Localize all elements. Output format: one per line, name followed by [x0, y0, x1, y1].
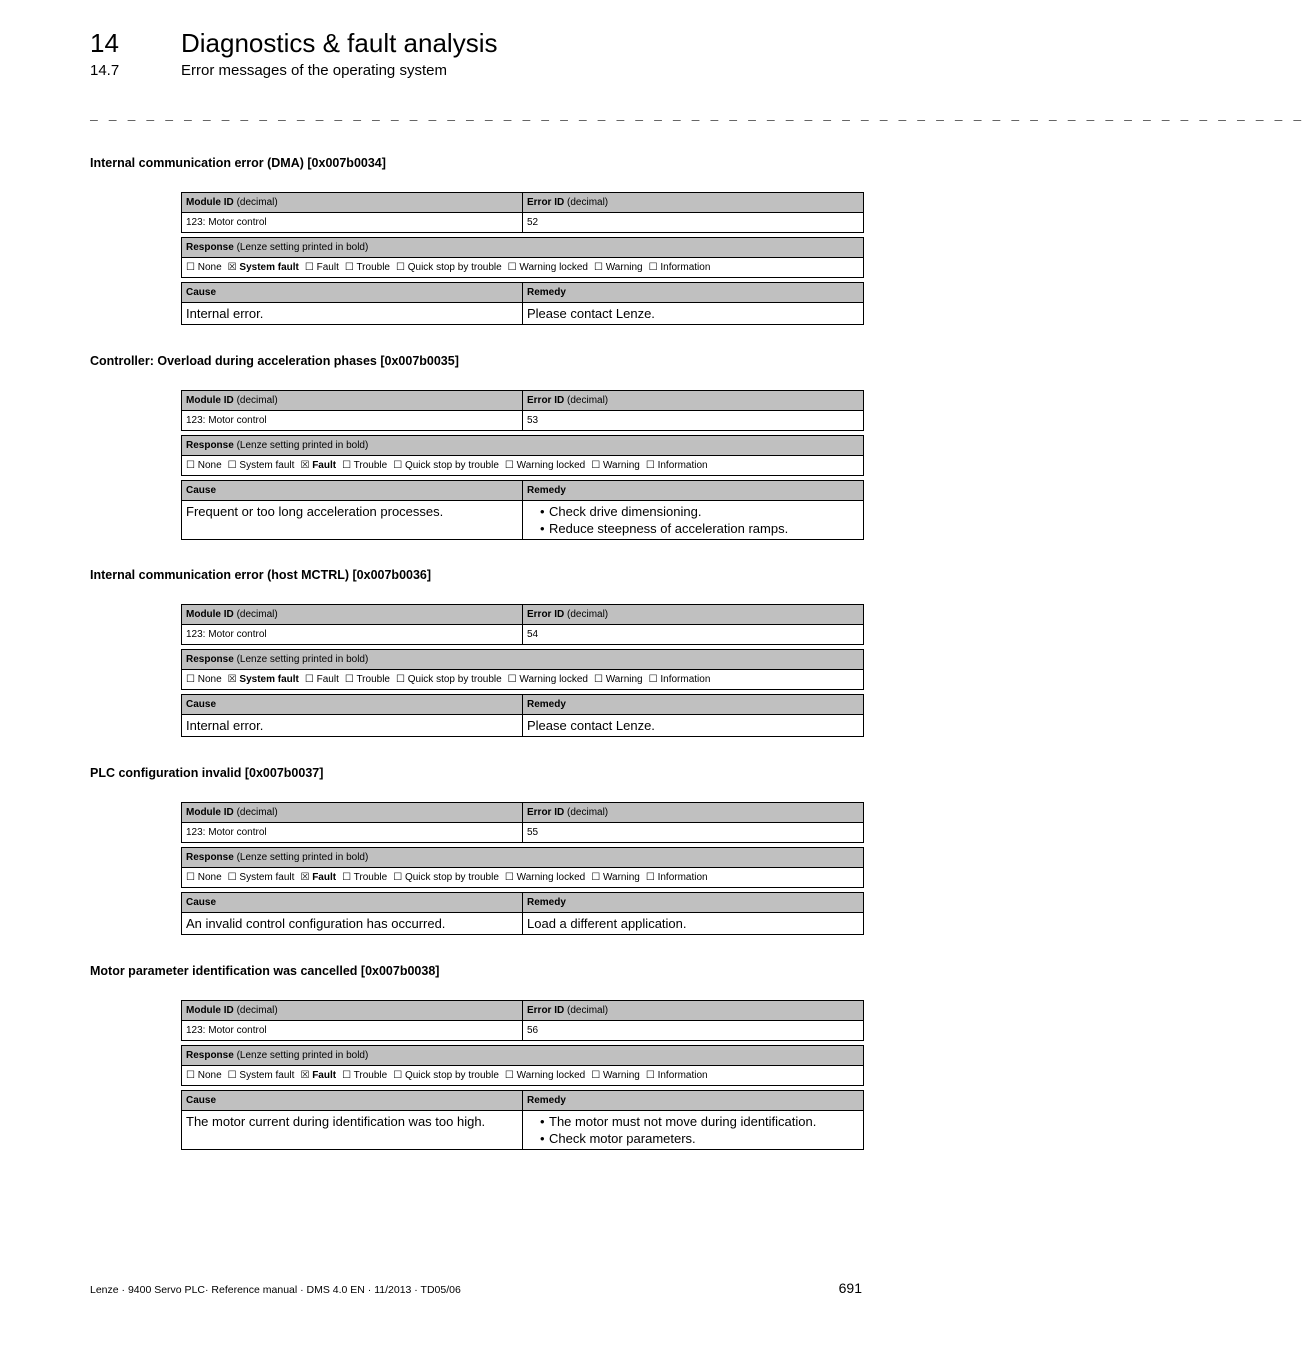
response-option-label: Fault	[312, 872, 337, 883]
checkbox-icon: ☐	[342, 872, 352, 883]
error-id-value: 53	[527, 415, 539, 426]
checkbox-icon: ☐	[648, 262, 658, 273]
error-id-label: Error ID	[527, 197, 565, 208]
response-option-label: Warning locked	[516, 872, 586, 883]
response-option-label: System fault	[239, 1070, 295, 1081]
remedy-item: • The motor must not move during identification.	[549, 1113, 859, 1130]
cause-remedy-table	[181, 694, 864, 737]
remedy-item: • Check motor parameters.	[549, 1130, 859, 1147]
checkbox-icon: ☐	[227, 460, 237, 471]
response-label: Response	[186, 440, 234, 451]
cause-remedy-header	[182, 283, 863, 303]
response-option	[345, 674, 390, 685]
remedy-label: Remedy	[527, 897, 566, 908]
response-option-label: Quick stop by trouble	[407, 262, 502, 273]
module-id-value: 123: Motor control	[182, 411, 523, 430]
remedy-header	[523, 893, 863, 913]
lenze-setting-note: (Lenze setting printed in bold)	[236, 654, 369, 665]
remedy-label: Remedy	[527, 485, 566, 496]
module-id-header	[182, 193, 523, 213]
id-table	[181, 1000, 864, 1041]
response-option	[342, 872, 387, 883]
decimal-note: (decimal)	[236, 395, 278, 406]
error-id-value: 56	[527, 1025, 539, 1036]
id-table-row	[182, 1021, 863, 1040]
checkbox-icon: ☐	[648, 674, 658, 685]
response-option	[393, 872, 499, 883]
response-option-label: None	[197, 460, 222, 471]
id-table	[181, 192, 864, 233]
response-option	[646, 1070, 708, 1081]
checkbox-icon: ☐	[504, 872, 514, 883]
response-option	[186, 262, 222, 273]
decimal-note: (decimal)	[236, 609, 278, 620]
response-option	[508, 674, 588, 685]
response-option	[591, 872, 640, 883]
page-number: 691	[838, 1280, 862, 1296]
checkbox-icon: ☐	[591, 460, 601, 471]
error-table-group	[181, 1000, 864, 1154]
response-option	[300, 1070, 336, 1081]
response-option-label: Fault	[312, 1070, 337, 1081]
remedy-list	[535, 1113, 859, 1147]
error-id-header	[523, 803, 863, 823]
response-option-label: None	[197, 262, 222, 273]
decimal-note: (decimal)	[567, 609, 609, 620]
cause-remedy-table	[181, 282, 864, 325]
module-id-value: 123: Motor control	[182, 823, 523, 842]
error-id-value: 54	[527, 629, 539, 640]
response-header	[182, 436, 863, 456]
checkbox-icon: ☐	[645, 872, 655, 883]
response-option-label: None	[197, 872, 222, 883]
cause-remedy-header	[182, 695, 863, 715]
decimal-note: (decimal)	[567, 395, 609, 406]
id-table-header	[182, 803, 863, 823]
remedy-cell	[523, 303, 863, 324]
response-label: Response	[186, 1050, 234, 1061]
response-option	[646, 872, 708, 883]
cause-header	[182, 893, 523, 913]
error-title: Controller: Overload during acceleration phases [0x007b0035]	[90, 354, 459, 368]
error-title: Internal communication error (host MCTRL) [0x007b0036]	[90, 568, 432, 582]
checked-box-icon: ☒	[227, 674, 237, 685]
cause-remedy-row	[182, 303, 863, 324]
response-label: Response	[186, 242, 234, 253]
response-option	[594, 262, 643, 273]
response-option-label: Warning	[605, 262, 643, 273]
error-id-header	[523, 605, 863, 625]
response-option-label: Warning	[602, 872, 640, 883]
remedy-cell	[523, 913, 863, 934]
response-options	[182, 456, 863, 475]
lenze-setting-note: (Lenze setting printed in bold)	[236, 242, 369, 253]
response-option	[393, 460, 499, 471]
checkbox-icon: ☐	[344, 262, 354, 273]
response-option-label: Fault	[316, 674, 339, 685]
module-id-label: Module ID	[186, 395, 234, 406]
error-table-group	[181, 802, 864, 939]
response-option-label: Warning locked	[519, 674, 588, 685]
remedy-label: Remedy	[527, 287, 566, 298]
response-header	[182, 650, 863, 670]
id-table-row	[182, 625, 863, 644]
response-option	[300, 872, 336, 883]
response-options	[182, 868, 863, 887]
remedy-item: • Check drive dimensioning.	[549, 503, 859, 520]
response-option-label: Information	[657, 872, 708, 883]
response-option	[396, 262, 502, 273]
dashed-rule: _ _ _ _ _ _ _ _ _ _ _ _ _ _ _ _ _ _ _ _ _ _ _ _ _ _ _ _ _ _ _ _ _ _ _ _ _ _ _ _ _ _ _ _ _ _ _ _ _ _ _ _ _ _ _ _ _ _ _ _ _ _ _ _ _	[90, 108, 1303, 123]
lenze-setting-note: (Lenze setting printed in bold)	[236, 440, 369, 451]
cause-label: Cause	[186, 897, 217, 908]
response-option-label: Trouble	[353, 460, 388, 471]
cause-header	[182, 283, 523, 303]
response-option-label: System fault	[239, 872, 295, 883]
remedy-header	[523, 695, 863, 715]
module-id-header	[182, 605, 523, 625]
response-option	[345, 262, 390, 273]
response-option-label: Warning locked	[516, 460, 586, 471]
checkbox-icon: ☐	[227, 872, 237, 883]
decimal-note: (decimal)	[236, 197, 278, 208]
response-option-label: Warning	[605, 674, 643, 685]
module-id-label: Module ID	[186, 1005, 234, 1016]
checkbox-icon: ☐	[395, 674, 405, 685]
response-option-label: System fault	[239, 674, 299, 685]
response-option	[228, 872, 295, 883]
response-option-label: Information	[657, 460, 708, 471]
response-option	[649, 262, 711, 273]
module-id-header	[182, 391, 523, 411]
id-table-header	[182, 193, 863, 213]
response-option	[186, 872, 222, 883]
error-id-label: Error ID	[527, 807, 565, 818]
cause-label: Cause	[186, 699, 217, 710]
response-option-label: Quick stop by trouble	[404, 460, 499, 471]
response-option	[594, 674, 643, 685]
module-id-label: Module ID	[186, 197, 234, 208]
checkbox-icon: ☐	[593, 674, 603, 685]
cause-text: Internal error.	[182, 715, 523, 736]
response-option-label: None	[197, 674, 222, 685]
cause-remedy-row	[182, 501, 863, 539]
remedy-header	[523, 1091, 863, 1111]
remedy-label: Remedy	[527, 699, 566, 710]
error-table-group	[181, 604, 864, 741]
checkbox-icon: ☐	[344, 674, 354, 685]
response-options	[182, 258, 863, 277]
checkbox-icon: ☐	[304, 674, 314, 685]
response-option-label: Warning locked	[516, 1070, 586, 1081]
cause-text: Frequent or too long acceleration processes.	[182, 501, 523, 539]
response-option	[396, 674, 502, 685]
checkbox-icon: ☐	[342, 460, 352, 471]
remedy-text: Load a different application.	[527, 916, 687, 931]
checked-box-icon: ☒	[300, 460, 310, 471]
response-option-label: Quick stop by trouble	[404, 872, 499, 883]
decimal-note: (decimal)	[567, 807, 609, 818]
response-option-label: System fault	[239, 262, 299, 273]
response-option	[186, 1070, 222, 1081]
decimal-note: (decimal)	[236, 1005, 278, 1016]
response-option	[591, 460, 640, 471]
checkbox-icon: ☐	[591, 872, 601, 883]
error-id-value: 52	[527, 217, 539, 228]
remedy-cell	[523, 501, 863, 539]
checked-box-icon: ☒	[300, 1070, 310, 1081]
checkbox-icon: ☐	[504, 460, 514, 471]
module-id-header	[182, 1001, 523, 1021]
error-id-value: 55	[527, 827, 539, 838]
error-table-group	[181, 390, 864, 544]
remedy-header	[523, 283, 863, 303]
response-option-label: Fault	[316, 262, 339, 273]
error-id-header	[523, 1001, 863, 1021]
id-table	[181, 802, 864, 843]
cause-remedy-table	[181, 892, 864, 935]
cause-remedy-table	[181, 1090, 864, 1150]
section-number: 14.7	[90, 62, 120, 79]
response-label: Response	[186, 852, 234, 863]
checkbox-icon: ☐	[645, 1070, 655, 1081]
remedy-cell	[523, 715, 863, 736]
checkbox-icon: ☐	[507, 262, 517, 273]
error-title: PLC configuration invalid [0x007b0037]	[90, 766, 324, 780]
module-id-value: 123: Motor control	[182, 625, 523, 644]
remedy-item: • Reduce steepness of acceleration ramps.	[549, 520, 859, 537]
id-table-row	[182, 213, 863, 232]
cause-remedy-row	[182, 1111, 863, 1149]
checked-box-icon: ☒	[300, 872, 310, 883]
cause-label: Cause	[186, 1095, 217, 1106]
remedy-text: Please contact Lenze.	[527, 306, 655, 321]
response-option	[649, 674, 711, 685]
response-option	[228, 674, 299, 685]
response-option-label: Trouble	[353, 1070, 388, 1081]
chapter-number: 14	[90, 28, 119, 58]
response-option-label: Warning	[602, 460, 640, 471]
checkbox-icon: ☐	[186, 674, 195, 685]
response-option-label: Fault	[312, 460, 337, 471]
error-id-label: Error ID	[527, 609, 565, 620]
response-option-label: Warning locked	[519, 262, 588, 273]
checkbox-icon: ☐	[393, 872, 403, 883]
checkbox-icon: ☐	[304, 262, 314, 273]
response-options	[182, 670, 863, 689]
cause-label: Cause	[186, 485, 217, 496]
id-table-header	[182, 605, 863, 625]
checkbox-icon: ☐	[393, 1070, 403, 1081]
response-option-label: Trouble	[356, 674, 390, 685]
response-option	[228, 1070, 295, 1081]
response-option	[505, 1070, 585, 1081]
response-option	[305, 674, 339, 685]
checkbox-icon: ☐	[186, 1070, 195, 1081]
checked-box-icon: ☒	[227, 262, 237, 273]
response-label: Response	[186, 654, 234, 665]
id-table	[181, 390, 864, 431]
checkbox-icon: ☐	[593, 262, 603, 273]
remedy-text: Please contact Lenze.	[527, 718, 655, 733]
id-table-header	[182, 391, 863, 411]
remedy-header	[523, 481, 863, 501]
response-table	[181, 649, 864, 690]
checkbox-icon: ☐	[227, 1070, 237, 1081]
module-id-label: Module ID	[186, 807, 234, 818]
error-id-label: Error ID	[527, 395, 565, 406]
checkbox-icon: ☐	[504, 1070, 514, 1081]
checkbox-icon: ☐	[507, 674, 517, 685]
response-option	[186, 674, 222, 685]
response-option-label: Quick stop by trouble	[407, 674, 502, 685]
cause-text: An invalid control configuration has occurred.	[182, 913, 523, 934]
cause-header	[182, 1091, 523, 1111]
id-table-row	[182, 411, 863, 430]
response-option	[591, 1070, 640, 1081]
response-table	[181, 435, 864, 476]
error-table-group	[181, 192, 864, 329]
checkbox-icon: ☐	[342, 1070, 352, 1081]
checkbox-icon: ☐	[645, 460, 655, 471]
response-options	[182, 1066, 863, 1085]
response-option-label: None	[197, 1070, 222, 1081]
response-option-label: Quick stop by trouble	[404, 1070, 499, 1081]
id-table	[181, 604, 864, 645]
error-id-header	[523, 391, 863, 411]
response-option	[186, 460, 222, 471]
error-title: Internal communication error (DMA) [0x007b0034]	[90, 156, 386, 170]
id-table-row	[182, 823, 863, 842]
cause-header	[182, 481, 523, 501]
response-option-label: Trouble	[353, 872, 388, 883]
checkbox-icon: ☐	[395, 262, 405, 273]
module-id-value: 123: Motor control	[182, 213, 523, 232]
response-header	[182, 848, 863, 868]
decimal-note: (decimal)	[236, 807, 278, 818]
response-option-label: Trouble	[356, 262, 390, 273]
cause-remedy-row	[182, 913, 863, 934]
response-option	[508, 262, 588, 273]
response-table	[181, 237, 864, 278]
cause-text: Internal error.	[182, 303, 523, 324]
response-option-label: Warning	[602, 1070, 640, 1081]
cause-remedy-table	[181, 480, 864, 540]
response-header	[182, 238, 863, 258]
lenze-setting-note: (Lenze setting printed in bold)	[236, 852, 369, 863]
checkbox-icon: ☐	[393, 460, 403, 471]
section-title: Error messages of the operating system	[181, 62, 447, 79]
footer-text: Lenze · 9400 Servo PLC· Reference manual · DMS 4.0 EN · 11/2013 · TD05/06	[90, 1284, 461, 1296]
cause-remedy-row	[182, 715, 863, 736]
remedy-list	[535, 503, 859, 537]
response-option	[228, 262, 299, 273]
chapter-title: Diagnostics & fault analysis	[181, 28, 498, 58]
response-option-label: Information	[657, 1070, 708, 1081]
id-table-header	[182, 1001, 863, 1021]
response-header	[182, 1046, 863, 1066]
module-id-header	[182, 803, 523, 823]
checkbox-icon: ☐	[186, 460, 195, 471]
response-option	[228, 460, 295, 471]
response-option	[393, 1070, 499, 1081]
response-option-label: Information	[660, 262, 711, 273]
checkbox-icon: ☐	[186, 872, 195, 883]
response-option	[342, 1070, 387, 1081]
cause-label: Cause	[186, 287, 217, 298]
decimal-note: (decimal)	[567, 1005, 609, 1016]
response-option	[505, 460, 585, 471]
module-id-value: 123: Motor control	[182, 1021, 523, 1040]
cause-header	[182, 695, 523, 715]
response-option	[305, 262, 339, 273]
remedy-label: Remedy	[527, 1095, 566, 1106]
checkbox-icon: ☐	[591, 1070, 601, 1081]
decimal-note: (decimal)	[567, 197, 609, 208]
cause-remedy-header	[182, 481, 863, 501]
response-option	[646, 460, 708, 471]
error-id-label: Error ID	[527, 1005, 565, 1016]
checkbox-icon: ☐	[186, 262, 195, 273]
error-id-header	[523, 193, 863, 213]
cause-remedy-header	[182, 893, 863, 913]
cause-remedy-header	[182, 1091, 863, 1111]
response-table	[181, 1045, 864, 1086]
response-option	[300, 460, 336, 471]
response-table	[181, 847, 864, 888]
response-option	[505, 872, 585, 883]
remedy-cell	[523, 1111, 863, 1149]
lenze-setting-note: (Lenze setting printed in bold)	[236, 1050, 369, 1061]
response-option-label: System fault	[239, 460, 295, 471]
error-title: Motor parameter identification was cancelled [0x007b0038]	[90, 964, 440, 978]
response-option	[342, 460, 387, 471]
response-option-label: Information	[660, 674, 711, 685]
cause-text: The motor current during identification was too high.	[182, 1111, 523, 1149]
module-id-label: Module ID	[186, 609, 234, 620]
